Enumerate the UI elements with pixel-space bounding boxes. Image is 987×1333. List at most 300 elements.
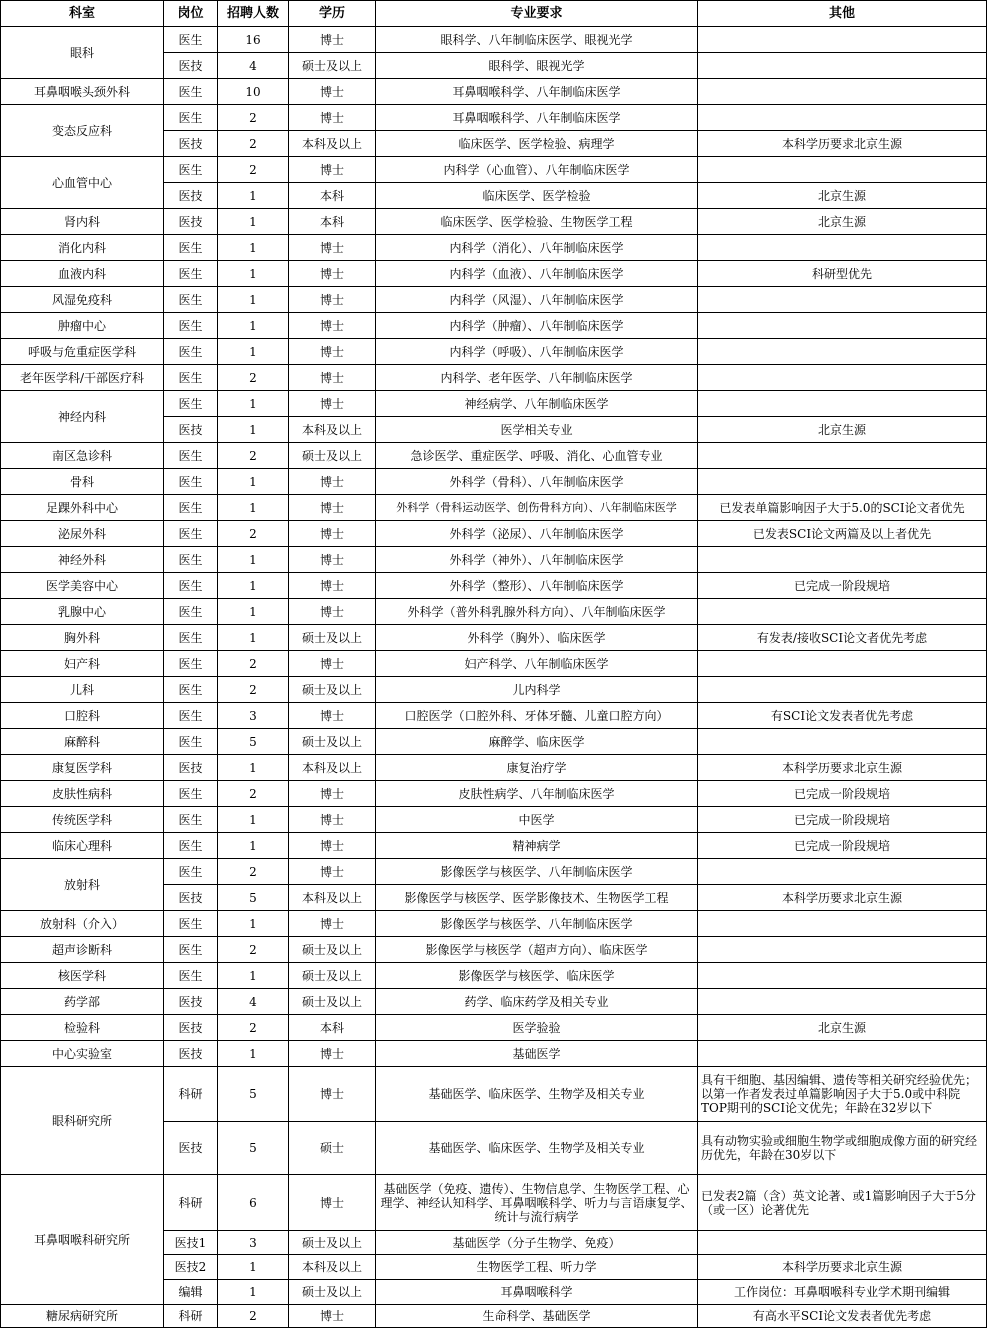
major-cell: 耳鼻咽喉科学 [376, 1280, 698, 1305]
other-cell [698, 989, 987, 1015]
post-cell: 医生 [164, 105, 218, 131]
count-cell: 1 [218, 755, 289, 781]
post-cell: 医技 [164, 183, 218, 209]
count-cell: 1 [218, 313, 289, 339]
major-cell: 基础医学、临床医学、生物学及相关专业 [376, 1122, 698, 1175]
other-cell [698, 235, 987, 261]
post-cell: 医生 [164, 729, 218, 755]
edu-cell: 本科 [289, 1015, 376, 1041]
count-cell: 2 [218, 157, 289, 183]
other-cell [698, 53, 987, 79]
table-row [1, 755, 987, 781]
dept-cell: 神经外科 [1, 547, 164, 573]
dept-cell: 耳鼻咽喉头颈外科 [1, 79, 164, 105]
dept-cell: 药学部 [1, 989, 164, 1015]
major-cell: 麻醉学、临床医学 [376, 729, 698, 755]
dept-cell: 消化内科 [1, 235, 164, 261]
other-cell: 北京生源 [698, 417, 987, 443]
edu-cell: 本科及以上 [289, 417, 376, 443]
post-cell: 医生 [164, 651, 218, 677]
other-cell: 已发表SCI论文两篇及以上者优先 [698, 521, 987, 547]
dept-cell: 老年医学科/干部医疗科 [1, 365, 164, 391]
dept-cell: 南区急诊科 [1, 443, 164, 469]
count-cell: 1 [218, 963, 289, 989]
count-cell: 1 [218, 833, 289, 859]
header-major: 专业要求 [376, 1, 698, 27]
header-count: 招聘人数 [218, 1, 289, 27]
table-row [1, 729, 987, 755]
count-cell: 3 [218, 1231, 289, 1255]
table-row [1, 1041, 987, 1067]
table-row [1, 937, 987, 963]
table-row [1, 339, 987, 365]
edu-cell: 博士 [289, 469, 376, 495]
post-cell: 医技 [164, 131, 218, 157]
dept-cell: 放射科 [1, 859, 164, 911]
table-row [1, 79, 987, 105]
table-row [1, 209, 987, 235]
table-row [1, 495, 987, 521]
other-cell: 有SCI论文发表者优先考虑 [698, 703, 987, 729]
count-cell: 2 [218, 859, 289, 885]
major-cell: 影像医学与核医学、医学影像技术、生物医学工程 [376, 885, 698, 911]
dept-cell: 糖尿病研究所 [1, 1305, 164, 1328]
major-cell: 临床医学、医学检验、病理学 [376, 131, 698, 157]
count-cell: 1 [218, 547, 289, 573]
post-cell: 医生 [164, 157, 218, 183]
major-cell: 生命科学、基础医学 [376, 1305, 698, 1328]
edu-cell: 博士 [289, 1175, 376, 1231]
edu-cell: 博士 [289, 521, 376, 547]
major-cell: 内科学（消化）、八年制临床医学 [376, 235, 698, 261]
header-post: 岗位 [164, 1, 218, 27]
major-cell: 内科学、老年医学、八年制临床医学 [376, 365, 698, 391]
major-cell: 基础医学、临床医学、生物学及相关专业 [376, 1067, 698, 1122]
other-cell [698, 27, 987, 53]
post-cell: 医生 [164, 937, 218, 963]
table-row [1, 1015, 987, 1041]
post-cell: 医生 [164, 625, 218, 651]
count-cell: 1 [218, 495, 289, 521]
count-cell: 5 [218, 885, 289, 911]
count-cell: 1 [218, 599, 289, 625]
edu-cell: 博士 [289, 79, 376, 105]
major-cell: 基础医学（免疫、遗传）、生物信息学、生物医学工程、心理学、神经认知科学、耳鼻咽喉科学、听力与言语康复学、统计与流行病学 [376, 1175, 698, 1231]
major-cell: 影像医学与核医学、八年制临床医学 [376, 911, 698, 937]
count-cell: 1 [218, 417, 289, 443]
dept-cell: 皮肤性病科 [1, 781, 164, 807]
table-row [1, 391, 987, 417]
post-cell: 医技1 [164, 1231, 218, 1255]
dept-cell: 肿瘤中心 [1, 313, 164, 339]
post-cell: 医技 [164, 885, 218, 911]
count-cell: 2 [218, 937, 289, 963]
major-cell: 眼科学、眼视光学 [376, 53, 698, 79]
table-row [1, 911, 987, 937]
edu-cell: 博士 [289, 235, 376, 261]
major-cell: 儿内科学 [376, 677, 698, 703]
count-cell: 2 [218, 521, 289, 547]
post-cell: 医生 [164, 79, 218, 105]
edu-cell: 博士 [289, 911, 376, 937]
post-cell: 科研 [164, 1175, 218, 1231]
table-row [1, 313, 987, 339]
post-cell: 医技 [164, 989, 218, 1015]
table-row [1, 651, 987, 677]
major-cell: 眼科学、八年制临床医学、眼视光学 [376, 27, 698, 53]
dept-cell: 麻醉科 [1, 729, 164, 755]
major-cell: 内科学（风湿）、八年制临床医学 [376, 287, 698, 313]
dept-cell: 口腔科 [1, 703, 164, 729]
count-cell: 6 [218, 1175, 289, 1231]
post-cell: 医生 [164, 911, 218, 937]
edu-cell: 本科及以上 [289, 1255, 376, 1280]
edu-cell: 本科及以上 [289, 885, 376, 911]
dept-cell: 心血管中心 [1, 157, 164, 209]
post-cell: 医生 [164, 339, 218, 365]
major-cell: 外科学（胸外）、临床医学 [376, 625, 698, 651]
dept-cell: 检验科 [1, 1015, 164, 1041]
post-cell: 医生 [164, 391, 218, 417]
table-row [1, 963, 987, 989]
post-cell: 医生 [164, 599, 218, 625]
other-cell [698, 651, 987, 677]
other-cell: 具有动物实验或细胞生物学或细胞成像方面的研究经历优先，年龄在30岁以下 [698, 1122, 987, 1175]
other-cell: 本科学历要求北京生源 [698, 755, 987, 781]
edu-cell: 硕士及以上 [289, 677, 376, 703]
post-cell: 医技2 [164, 1255, 218, 1280]
other-cell: 已发表2篇（含）英文论著、或1篇影响因子大于5分（或一区）论著优先 [698, 1175, 987, 1231]
count-cell: 1 [218, 469, 289, 495]
count-cell: 5 [218, 1122, 289, 1175]
table-row [1, 27, 987, 53]
edu-cell: 本科 [289, 209, 376, 235]
edu-cell: 硕士及以上 [289, 625, 376, 651]
count-cell: 1 [218, 391, 289, 417]
edu-cell: 博士 [289, 599, 376, 625]
other-cell [698, 339, 987, 365]
count-cell: 2 [218, 1015, 289, 1041]
dept-cell: 儿科 [1, 677, 164, 703]
post-cell: 编辑 [164, 1280, 218, 1305]
other-cell: 北京生源 [698, 1015, 987, 1041]
post-cell: 医生 [164, 833, 218, 859]
edu-cell: 博士 [289, 287, 376, 313]
other-cell [698, 599, 987, 625]
table-row [1, 989, 987, 1015]
other-cell: 有发表/接收SCI论文者优先考虑 [698, 625, 987, 651]
other-cell [698, 469, 987, 495]
count-cell: 1 [218, 287, 289, 313]
table-row [1, 105, 987, 131]
dept-cell: 临床心理科 [1, 833, 164, 859]
dept-cell: 超声诊断科 [1, 937, 164, 963]
post-cell: 医生 [164, 261, 218, 287]
edu-cell: 本科 [289, 183, 376, 209]
post-cell: 医生 [164, 963, 218, 989]
major-cell: 临床医学、医学检验、生物医学工程 [376, 209, 698, 235]
dept-cell: 康复医学科 [1, 755, 164, 781]
edu-cell: 硕士及以上 [289, 1280, 376, 1305]
other-cell [698, 937, 987, 963]
edu-cell: 硕士及以上 [289, 937, 376, 963]
dept-cell: 血液内科 [1, 261, 164, 287]
table-row [1, 365, 987, 391]
other-cell [698, 859, 987, 885]
count-cell: 3 [218, 703, 289, 729]
post-cell: 医生 [164, 469, 218, 495]
dept-cell: 胸外科 [1, 625, 164, 651]
edu-cell: 博士 [289, 573, 376, 599]
post-cell: 医生 [164, 443, 218, 469]
edu-cell: 博士 [289, 651, 376, 677]
count-cell: 4 [218, 53, 289, 79]
edu-cell: 博士 [289, 1067, 376, 1122]
edu-cell: 博士 [289, 105, 376, 131]
post-cell: 医技 [164, 1122, 218, 1175]
other-cell [698, 1231, 987, 1255]
major-cell: 生物医学工程、听力学 [376, 1255, 698, 1280]
major-cell: 基础医学 [376, 1041, 698, 1067]
count-cell: 1 [218, 1280, 289, 1305]
major-cell: 医学相关专业 [376, 417, 698, 443]
other-cell: 工作岗位：耳鼻咽喉科专业学术期刊编辑 [698, 1280, 987, 1305]
dept-cell: 眼科 [1, 27, 164, 79]
header-edu: 学历 [289, 1, 376, 27]
post-cell: 医生 [164, 573, 218, 599]
count-cell: 2 [218, 1305, 289, 1328]
other-cell: 已完成一阶段规培 [698, 781, 987, 807]
major-cell: 妇产科学、八年制临床医学 [376, 651, 698, 677]
dept-cell: 肾内科 [1, 209, 164, 235]
major-cell: 临床医学、医学检验 [376, 183, 698, 209]
post-cell: 医生 [164, 521, 218, 547]
major-cell: 影像医学与核医学（超声方向）、临床医学 [376, 937, 698, 963]
major-cell: 神经病学、八年制临床医学 [376, 391, 698, 417]
table-row [1, 625, 987, 651]
major-cell: 精神病学 [376, 833, 698, 859]
count-cell: 1 [218, 209, 289, 235]
edu-cell: 博士 [289, 781, 376, 807]
post-cell: 医生 [164, 859, 218, 885]
dept-cell: 乳腺中心 [1, 599, 164, 625]
major-cell: 耳鼻咽喉科学、八年制临床医学 [376, 105, 698, 131]
major-cell: 内科学（心血管）、八年制临床医学 [376, 157, 698, 183]
major-cell: 外科学（普外科乳腺外科方向）、八年制临床医学 [376, 599, 698, 625]
table-row [1, 599, 987, 625]
count-cell: 1 [218, 911, 289, 937]
count-cell: 5 [218, 1067, 289, 1122]
count-cell: 2 [218, 651, 289, 677]
major-cell: 耳鼻咽喉科学、八年制临床医学 [376, 79, 698, 105]
table-row [1, 677, 987, 703]
dept-cell: 医学美容中心 [1, 573, 164, 599]
major-cell: 基础医学（分子生物学、免疫） [376, 1231, 698, 1255]
edu-cell: 博士 [289, 365, 376, 391]
count-cell: 1 [218, 183, 289, 209]
edu-cell: 本科及以上 [289, 131, 376, 157]
edu-cell: 博士 [289, 547, 376, 573]
edu-cell: 博士 [289, 157, 376, 183]
major-cell: 外科学（骨科）、八年制临床医学 [376, 469, 698, 495]
major-cell: 外科学（骨科运动医学、创伤骨科方向）、八年制临床医学 [376, 495, 698, 521]
table-row [1, 807, 987, 833]
major-cell: 内科学（肿瘤）、八年制临床医学 [376, 313, 698, 339]
count-cell: 1 [218, 625, 289, 651]
edu-cell: 博士 [289, 313, 376, 339]
post-cell: 医生 [164, 27, 218, 53]
other-cell [698, 313, 987, 339]
count-cell: 10 [218, 79, 289, 105]
other-cell: 已发表单篇影响因子大于5.0的SCI论文者优先 [698, 495, 987, 521]
other-cell: 已完成一阶段规培 [698, 807, 987, 833]
major-cell: 外科学（整形）、八年制临床医学 [376, 573, 698, 599]
dept-cell: 变态反应科 [1, 105, 164, 157]
header-other: 其他 [698, 1, 987, 27]
dept-cell: 中心实验室 [1, 1041, 164, 1067]
table-row [1, 521, 987, 547]
edu-cell: 博士 [289, 27, 376, 53]
other-cell [698, 105, 987, 131]
edu-cell: 博士 [289, 261, 376, 287]
post-cell: 科研 [164, 1305, 218, 1328]
post-cell: 医技 [164, 209, 218, 235]
major-cell: 外科学（泌尿）、八年制临床医学 [376, 521, 698, 547]
major-cell: 内科学（血液）、八年制临床医学 [376, 261, 698, 287]
post-cell: 医生 [164, 677, 218, 703]
other-cell [698, 391, 987, 417]
count-cell: 4 [218, 989, 289, 1015]
table-row [1, 469, 987, 495]
dept-cell: 放射科（介入） [1, 911, 164, 937]
table-row [1, 157, 987, 183]
post-cell: 医技 [164, 755, 218, 781]
count-cell: 1 [218, 261, 289, 287]
post-cell: 医生 [164, 287, 218, 313]
other-cell [698, 443, 987, 469]
edu-cell: 硕士 [289, 1122, 376, 1175]
post-cell: 医生 [164, 703, 218, 729]
edu-cell: 硕士及以上 [289, 729, 376, 755]
post-cell: 医生 [164, 495, 218, 521]
edu-cell: 博士 [289, 859, 376, 885]
count-cell: 2 [218, 131, 289, 157]
post-cell: 医技 [164, 1041, 218, 1067]
dept-cell: 足踝外科中心 [1, 495, 164, 521]
count-cell: 1 [218, 235, 289, 261]
count-cell: 1 [218, 807, 289, 833]
other-cell: 本科学历要求北京生源 [698, 885, 987, 911]
other-cell [698, 963, 987, 989]
count-cell: 1 [218, 1041, 289, 1067]
other-cell: 北京生源 [698, 183, 987, 209]
major-cell: 中医学 [376, 807, 698, 833]
major-cell: 内科学（呼吸）、八年制临床医学 [376, 339, 698, 365]
edu-cell: 博士 [289, 391, 376, 417]
post-cell: 医生 [164, 365, 218, 391]
other-cell [698, 729, 987, 755]
major-cell: 影像医学与核医学、临床医学 [376, 963, 698, 989]
other-cell: 本科学历要求北京生源 [698, 131, 987, 157]
count-cell: 2 [218, 781, 289, 807]
post-cell: 医技 [164, 417, 218, 443]
table-row [1, 443, 987, 469]
count-cell: 1 [218, 339, 289, 365]
edu-cell: 博士 [289, 495, 376, 521]
table-row [1, 573, 987, 599]
dept-cell: 骨科 [1, 469, 164, 495]
dept-cell: 风湿免疫科 [1, 287, 164, 313]
dept-cell: 神经内科 [1, 391, 164, 443]
count-cell: 16 [218, 27, 289, 53]
table-row [1, 859, 987, 885]
table-row [1, 1305, 987, 1328]
other-cell [698, 287, 987, 313]
edu-cell: 博士 [289, 833, 376, 859]
major-cell: 口腔医学（口腔外科、牙体牙髓、儿童口腔方向） [376, 703, 698, 729]
dept-cell: 核医学科 [1, 963, 164, 989]
table-row [1, 1067, 987, 1122]
dept-cell: 泌尿外科 [1, 521, 164, 547]
table-row [1, 833, 987, 859]
count-cell: 1 [218, 1255, 289, 1280]
other-cell: 有高水平SCI论文发表者优先考虑 [698, 1305, 987, 1328]
dept-cell: 妇产科 [1, 651, 164, 677]
dept-cell: 耳鼻咽喉科研究所 [1, 1175, 164, 1305]
table-row [1, 261, 987, 287]
major-cell: 医学验验 [376, 1015, 698, 1041]
other-cell [698, 79, 987, 105]
count-cell: 2 [218, 443, 289, 469]
edu-cell: 博士 [289, 1305, 376, 1328]
major-cell: 皮肤性病学、八年制临床医学 [376, 781, 698, 807]
other-cell [698, 547, 987, 573]
post-cell: 医生 [164, 313, 218, 339]
other-cell: 具有干细胞、基因编辑、遗传等相关研究经验优先；以第一作者发表过单篇影响因子大于5.0或中科院TOP期刊的SCI论文优先；年龄在32岁以下 [698, 1067, 987, 1122]
edu-cell: 硕士及以上 [289, 989, 376, 1015]
other-cell [698, 911, 987, 937]
header-row [1, 1, 987, 27]
header-dept: 科室 [1, 1, 164, 27]
major-cell: 影像医学与核医学、八年制临床医学 [376, 859, 698, 885]
dept-cell: 传统医学科 [1, 807, 164, 833]
edu-cell: 博士 [289, 1041, 376, 1067]
major-cell: 药学、临床药学及相关专业 [376, 989, 698, 1015]
post-cell: 科研 [164, 1067, 218, 1122]
edu-cell: 博士 [289, 703, 376, 729]
other-cell: 已完成一阶段规培 [698, 573, 987, 599]
other-cell [698, 365, 987, 391]
other-cell: 已完成一阶段规培 [698, 833, 987, 859]
post-cell: 医技 [164, 1015, 218, 1041]
count-cell: 2 [218, 677, 289, 703]
post-cell: 医生 [164, 807, 218, 833]
dept-cell: 呼吸与危重症医学科 [1, 339, 164, 365]
other-cell [698, 157, 987, 183]
edu-cell: 博士 [289, 807, 376, 833]
edu-cell: 博士 [289, 339, 376, 365]
edu-cell: 硕士及以上 [289, 963, 376, 989]
count-cell: 2 [218, 105, 289, 131]
other-cell: 北京生源 [698, 209, 987, 235]
post-cell: 医生 [164, 547, 218, 573]
edu-cell: 硕士及以上 [289, 53, 376, 79]
post-cell: 医生 [164, 235, 218, 261]
major-cell: 外科学（神外）、八年制临床医学 [376, 547, 698, 573]
count-cell: 2 [218, 365, 289, 391]
count-cell: 1 [218, 573, 289, 599]
other-cell: 本科学历要求北京生源 [698, 1255, 987, 1280]
